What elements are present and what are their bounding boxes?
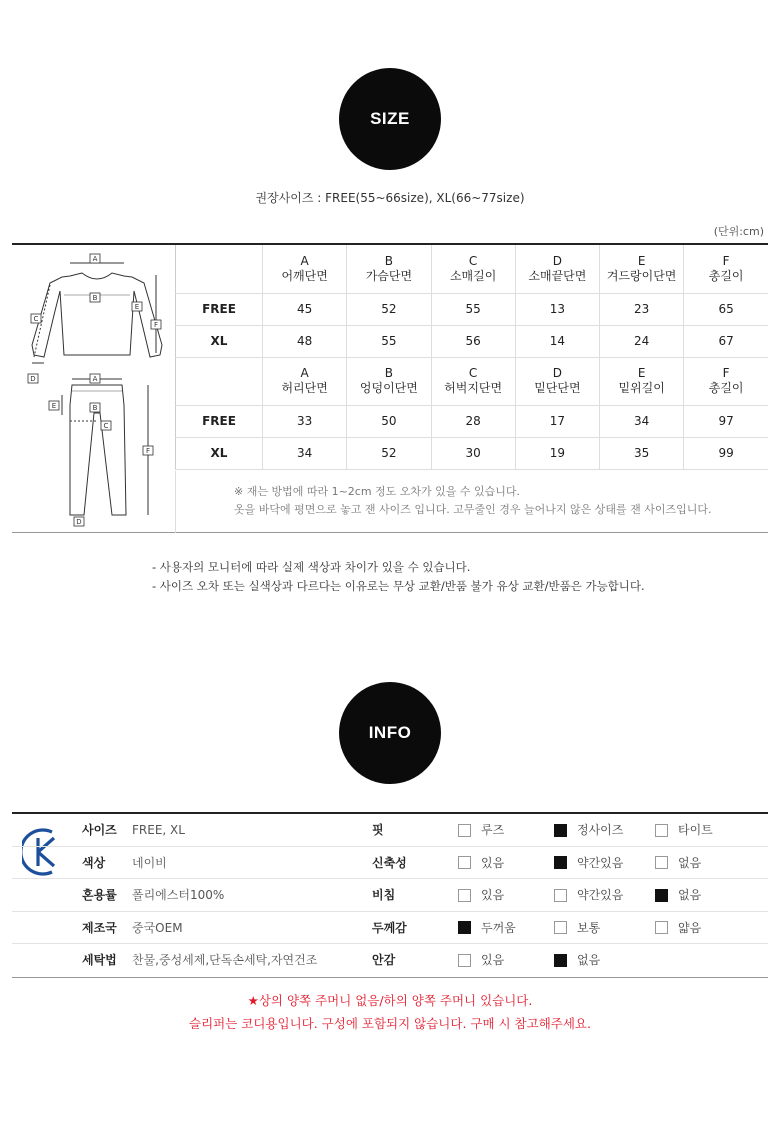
value-cell: 56: [431, 325, 515, 357]
bottom-header-row: [176, 357, 769, 405]
unit-label: (단위:cm): [713, 225, 764, 238]
diagram-bottom-label-d: D: [76, 518, 82, 526]
note-line-2: 옷을 바닥에 평면으로 놓고 잰 사이즈 입니다. 고무줄인 경우 늘어나지 않은 상태를 잰 사이즈입니다.: [234, 503, 712, 516]
info-row: [12, 944, 768, 977]
bottom-header-cell: E 밑위길이: [600, 357, 684, 405]
size-table: [12, 243, 768, 533]
checkbox-icon: [655, 824, 668, 837]
value-cell: 23: [600, 293, 684, 325]
value-cell: 97: [684, 405, 768, 437]
info-label: 색상: [82, 855, 106, 870]
info-label: 세탁법: [82, 953, 117, 967]
info-label: 사이즈: [82, 823, 117, 837]
bottom-header-cell: A 허리단면: [263, 357, 347, 405]
value-cell: 28: [431, 405, 515, 437]
checkbox-icon: [655, 856, 668, 869]
top-header-cell: E 겨드랑이단면: [600, 245, 684, 293]
value-cell: 48: [263, 325, 347, 357]
bottom-header-cell: D 밑단단면: [515, 357, 599, 405]
prop-label: 핏: [372, 823, 384, 837]
prop-label: 신축성: [372, 855, 407, 870]
top-corner-cell: [176, 245, 263, 293]
option-item: 두꺼움: [458, 912, 516, 944]
recommended-size: 권장사이즈 : FREE(55~66size), XL(66~77size): [255, 191, 525, 205]
top-header-cell: F 총길이: [684, 245, 768, 293]
info-row: [12, 912, 768, 945]
checkbox-checked-icon: [554, 856, 567, 869]
option-item: 없음: [554, 944, 600, 976]
value-cell: 35: [600, 437, 684, 469]
top-header-cell: D 소매끝단면: [515, 245, 599, 293]
checkbox-icon: [554, 889, 567, 902]
value-cell: 99: [684, 437, 768, 469]
option-item: 없음: [655, 879, 701, 911]
diagram-top-label-f: F: [153, 321, 159, 329]
info-row: [12, 879, 768, 912]
size-badge-label: SIZE: [370, 109, 410, 128]
bottom-header-cell: B 엉덩이단면: [347, 357, 431, 405]
diagram-top-label-d: D: [30, 375, 36, 383]
checkbox-icon: [458, 954, 471, 967]
top-header-row: [176, 245, 769, 293]
option-item: 없음: [655, 847, 701, 879]
bottom-corner-cell: [176, 357, 263, 405]
diagram-bottom-label-f: F: [145, 447, 151, 455]
top-header-cell: B 가슴단면: [347, 245, 431, 293]
top-header-cell: C 소매길이: [431, 245, 515, 293]
info-row: [12, 847, 768, 880]
notice-line-2: 슬리퍼는 코디용입니다. 구성에 포함되지 않습니다. 구매 시 참고해주세요.: [189, 1016, 591, 1031]
top-row-free: [176, 293, 769, 325]
info-row: [12, 814, 768, 847]
checkbox-icon: [655, 921, 668, 934]
value-cell: 30: [431, 437, 515, 469]
disclaimer-item: - 사용자의 모니터에 따라 실제 색상과 차이가 있을 수 있습니다.: [152, 560, 471, 574]
prop-label: 안감: [372, 953, 396, 967]
diagram-bottom-label-e: E: [51, 402, 57, 410]
value-cell: 34: [600, 405, 684, 437]
top-header-cell: A 어깨단면: [263, 245, 347, 293]
disclaimer-list: [152, 558, 645, 596]
diagram-top-label-e: E: [134, 303, 140, 311]
checkbox-checked-icon: [458, 921, 471, 934]
size-badge: [339, 68, 441, 170]
value-cell: 55: [347, 325, 431, 357]
info-badge: [339, 682, 441, 784]
note-line-1: ※ 재는 방법에 따라 1~2cm 정도 오차가 있을 수 있습니다.: [234, 485, 521, 498]
value-cell: 50: [347, 405, 431, 437]
prop-label: 비침: [372, 888, 396, 902]
option-item: 있음: [458, 944, 504, 976]
diagram-top-label-b: B: [92, 294, 98, 302]
option-item: 있음: [458, 847, 504, 879]
checkbox-icon: [458, 856, 471, 869]
value-cell: 17: [515, 405, 599, 437]
bottom-row-free: [176, 405, 769, 437]
info-value: 중국OEM: [132, 920, 183, 935]
value-cell: 55: [431, 293, 515, 325]
option-item: 보통: [554, 912, 600, 944]
notice-line-1: ★상의 양쪽 주머니 없음/하의 양쪽 주머니 있습니다.: [247, 993, 533, 1008]
info-badge-label: INFO: [368, 723, 412, 742]
checkbox-checked-icon: [554, 824, 567, 837]
measurement-note: [175, 471, 768, 533]
bottom-header-cell: C 허벅지단면: [431, 357, 515, 405]
checkbox-icon: [458, 824, 471, 837]
value-cell: 67: [684, 325, 768, 357]
disclaimer-item: - 사이즈 오차 또는 실색상과 다르다는 이유로는 무상 교환/반품 불가 유상 교환/반품은 가능합니다.: [152, 579, 645, 593]
option-item: 있음: [458, 879, 504, 911]
value-cell: 65: [684, 293, 768, 325]
size-label: FREE: [176, 405, 263, 437]
diagram-bottom-label-c: C: [103, 422, 109, 430]
option-item: 타이트: [655, 814, 713, 846]
bottom-header-cell: F 총길이: [684, 357, 768, 405]
diagram-bottom-label-a: A: [92, 375, 98, 383]
value-cell: 52: [347, 293, 431, 325]
checkbox-icon: [458, 889, 471, 902]
size-label: XL: [176, 437, 263, 469]
value-cell: 52: [347, 437, 431, 469]
top-row-xl: [176, 325, 769, 357]
prop-label: 두께감: [372, 920, 407, 935]
info-value: 찬물,중성세제,단독손세탁,자연건조: [132, 953, 318, 967]
size-grid: [175, 245, 768, 470]
value-cell: 45: [263, 293, 347, 325]
checkbox-checked-icon: [554, 954, 567, 967]
info-value: FREE, XL: [132, 823, 185, 837]
info-value: 네이비: [132, 855, 167, 870]
value-cell: 24: [600, 325, 684, 357]
bottom-row-xl: [176, 437, 769, 469]
value-cell: 33: [263, 405, 347, 437]
size-label: FREE: [176, 293, 263, 325]
value-cell: 14: [515, 325, 599, 357]
option-item: 얇음: [655, 912, 701, 944]
size-label: XL: [176, 325, 263, 357]
info-value: 폴리에스터100%: [132, 888, 225, 902]
value-cell: 13: [515, 293, 599, 325]
info-label: 혼용률: [82, 888, 117, 902]
value-cell: 34: [263, 437, 347, 469]
option-item: 약간있음: [554, 879, 623, 911]
option-item: 약간있음: [554, 847, 623, 879]
checkbox-checked-icon: [655, 889, 668, 902]
garment-diagram: [12, 245, 175, 533]
garment-diagram-svg: [12, 245, 175, 533]
diagram-top-label-c: C: [33, 315, 39, 323]
diagram-top-label-a: A: [92, 255, 98, 263]
value-cell: 19: [515, 437, 599, 469]
info-table: [12, 812, 768, 978]
info-label: 제조국: [82, 920, 117, 935]
option-item: 정사이즈: [554, 814, 623, 846]
diagram-bottom-label-b: B: [92, 404, 98, 412]
checkbox-icon: [554, 921, 567, 934]
option-item: 루즈: [458, 814, 504, 846]
